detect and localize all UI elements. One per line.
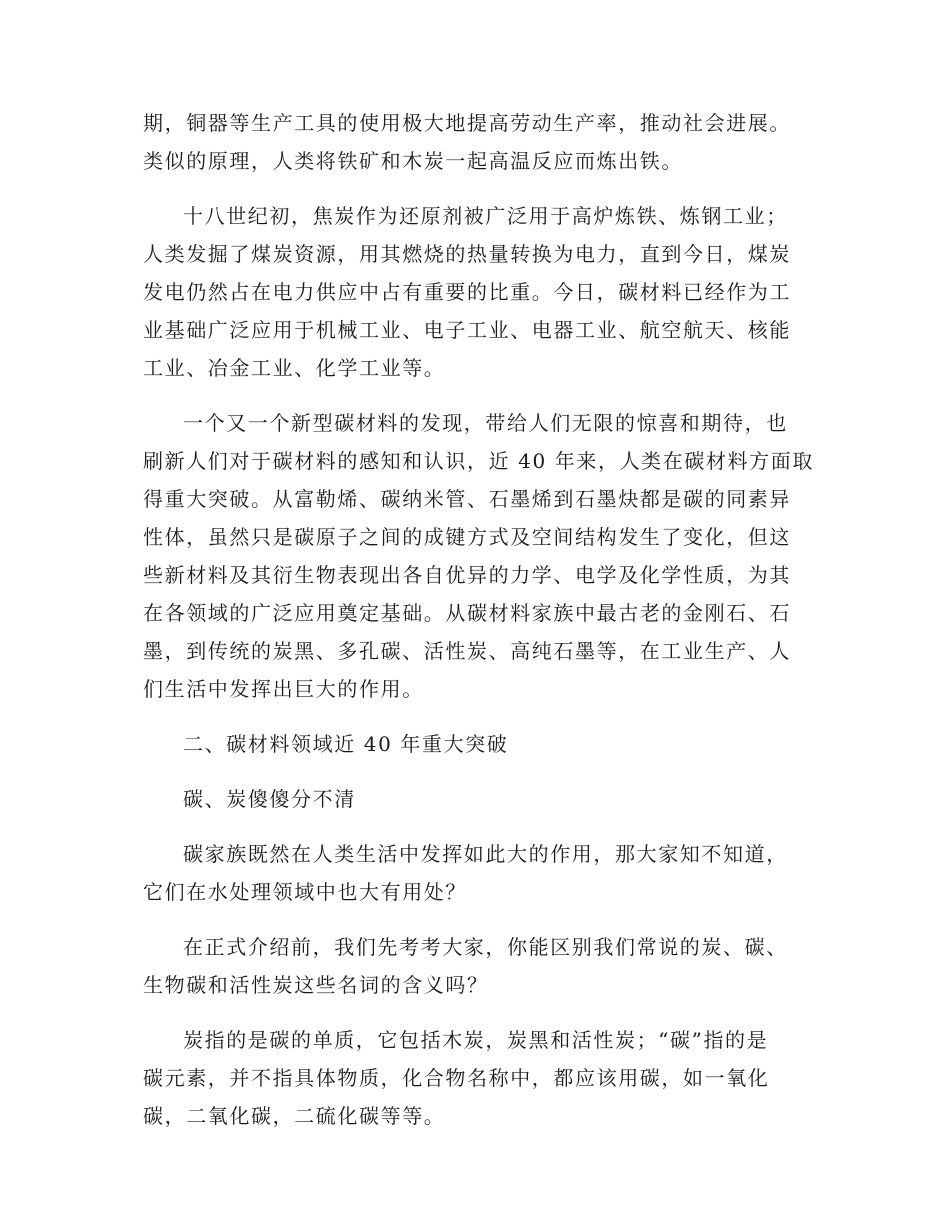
text-line: 刷新人们对于碳材料的感知和认识，近 40 年来，人类在碳材料方面取 [143,449,814,473]
text-line: 工业、冶金工业、化学工业等。 [143,356,446,380]
section-heading: 二、碳材料领域近 40 年重大突破 [183,732,509,756]
text-line: 期，铜器等生产工具的使用极大地提高劳动生产率，推动社会进展。 [143,111,791,135]
paragraph-new-carbon-materials [143,404,814,708]
paragraph-quiz [143,928,807,1004]
text-line: 生物碳和活性炭这些名词的含义吗？ [143,973,489,997]
text-line: 们生活中发挥出巨大的作用。 [143,677,424,701]
text-line: 在各领域的广泛应用奠定基础。从碳材料家族中最古老的金刚石、石 [143,601,791,625]
text-line: 碳家族既然在人类生活中发挥如此大的作用，那大家知不知道， [183,842,788,866]
paragraph-water-treatment [143,835,807,911]
paragraph-coke-coal [143,197,807,387]
text-line: 类似的原理，人类将铁矿和木炭一起高温反应而炼出铁。 [143,149,683,173]
sub-heading: 碳、炭傻傻分不清 [183,787,356,811]
paragraph-continuation [143,104,807,180]
text-line: 十八世纪初，焦炭作为还原剂被广泛用于高炉炼铁、炼钢工业； [183,204,788,228]
text-line: 碳，二氧化碳，二硫化碳等等。 [143,1104,446,1128]
text-line: 得重大突破。从富勒烯、碳纳米管、石墨烯到石墨炔都是碳的同素异 [143,487,791,511]
text-line: 它们在水处理领域中也大有用处？ [143,880,467,904]
text-line: 墨，到传统的炭黑、多孔碳、活性炭、高纯石墨等，在工业生产、人 [143,639,791,663]
text-line: 炭指的是碳的单质，它包括木炭，炭黑和活性炭；“碳”指的是 [183,1028,769,1052]
paragraph-definition [143,1021,807,1135]
text-line: 人类发掘了煤炭资源，用其燃烧的热量转换为电力，直到今日，煤炭 [143,242,791,266]
text-line: 业基础广泛应用于机械工业、电子工业、电器工业、航空航天、核能 [143,318,791,342]
text-line: 在正式介绍前，我们先考考大家，你能区别我们常说的炭、碳、 [183,935,788,959]
document-body [143,104,814,1152]
text-line: 碳元素，并不指具体物质，化合物名称中，都应该用碳，如一氧化 [143,1066,770,1090]
text-line: 性体，虽然只是碳原子之间的成键方式及空间结构发生了变化，但这 [143,525,791,549]
text-line: 些新材料及其衍生物表现出各自优异的力学、电学及化学性质，为其 [143,563,791,587]
text-line: 一个又一个新型碳材料的发现，带给人们无限的惊喜和期待，也 [183,411,788,435]
text-line: 发电仍然占在电力供应中占有重要的比重。今日，碳材料已经作为工 [143,280,791,304]
